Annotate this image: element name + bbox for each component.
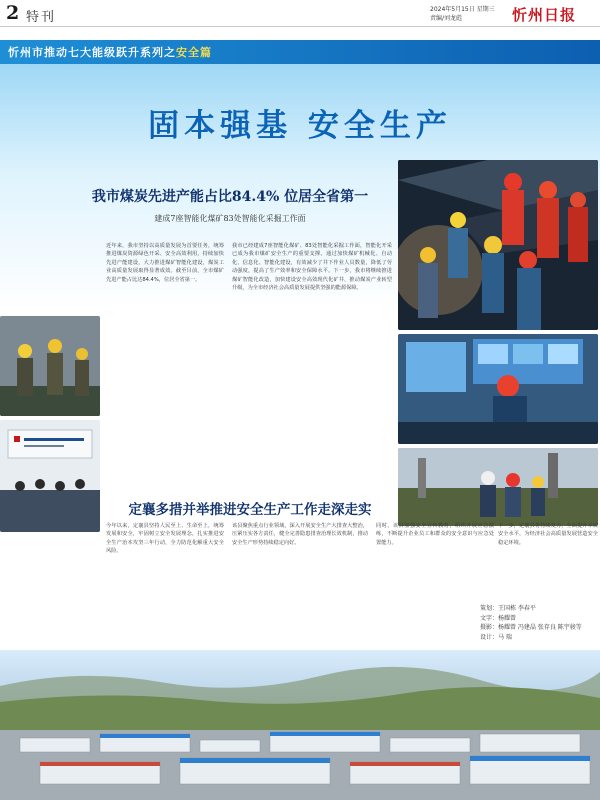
article2-column-2: 该县聚焦重点行业领域，深入开展安全生产大排查大整治，压紧压实各方责任，健全完善隐患排查治理长效机制，推动安全生产形势持续稳定向好。 xyxy=(232,523,368,546)
series-highlight: 安全篇 xyxy=(176,46,212,59)
article1-column-2: 我市已经建成7座智能化煤矿、83处智能化采掘工作面，智能化开采已成为我市煤矿安全生产的重要支撑。通过加快煤矿机械化、自动化、信息化、智能化建设，有效减少了井下作业人员数量，降低了劳动强度，提高了生产效率和安全保障水平。下一步，我市将继续推进煤矿智能化改造，加快建设安全高效现代化矿井，推动煤炭产业转型升级，为全市经济社会高质量发展提供坚强的能源保障。 xyxy=(232,243,392,292)
firefighters-drill-photo xyxy=(0,316,100,416)
article2-column-4: 下一步，定襄县将持续发力，全面提升本质安全水平，为经济社会高质量发展营造安全稳定环境。 xyxy=(498,523,598,546)
page-header xyxy=(0,0,600,27)
article2-headline: 定襄多措并举推进安全生产工作走深走实 xyxy=(128,502,372,518)
control-room-photo xyxy=(398,334,598,444)
credit-photo: 摄影：杨耀曾 冯建晶 张存良 陈宇骏等 xyxy=(480,624,582,632)
article1-subhead: 建成7座智能化煤矿83处智能化采掘工作面 xyxy=(154,214,306,223)
article1-column-1: 近年来，我市坚持以高质量发展为首要任务，统筹推进煤炭资源绿色开采、安全高效利用，持续加快先进产能建设，大力推进煤矿智能化建设，煤炭工业高质量发展取得显著成效。截至目前，全市煤矿先进产能占比达84.4%，位居全省第一。 xyxy=(106,243,224,283)
miners-rescue-photo xyxy=(398,160,598,330)
credit-design: 设计：马 瑞 xyxy=(480,633,512,641)
article1-headline: 我市煤炭先进产能占比84.4% 位居全省第一 xyxy=(91,189,369,205)
editor-credit: 责编/刘龙彪 xyxy=(430,15,463,22)
inspection-site-photo xyxy=(398,448,598,526)
meeting-stage-photo xyxy=(0,420,100,532)
hero-title: 固本强基 安全生产 xyxy=(148,108,452,144)
article2-column-3: 同时，该县加强安全宣传教育，组织开展应急演练，不断提升企业员工和群众的安全意识与应急处置能力。 xyxy=(376,523,494,546)
industrial-park-photo xyxy=(0,650,600,800)
issue-date: 2024年5月15日 星期三 xyxy=(430,6,495,13)
series-prefix: 忻州市推动七大能级跃升系列之 xyxy=(8,46,176,59)
article2-column-1: 今年以来，定襄县坚持人民至上、生命至上，统筹发展和安全，牢固树立安全发展理念，扎实推进安全生产治本攻坚三年行动，全力防范化解重大安全风险。 xyxy=(106,523,224,555)
page-number: 2 xyxy=(6,2,20,24)
section-name: 特刊 xyxy=(26,10,57,25)
credit-planning: 策划：王国栋 李春平 xyxy=(480,605,536,612)
credits-block xyxy=(480,604,598,642)
series-banner-text xyxy=(8,44,212,60)
credit-text: 文字：杨耀曾 xyxy=(480,614,517,622)
newspaper-logo: 忻州日报 xyxy=(512,6,577,24)
